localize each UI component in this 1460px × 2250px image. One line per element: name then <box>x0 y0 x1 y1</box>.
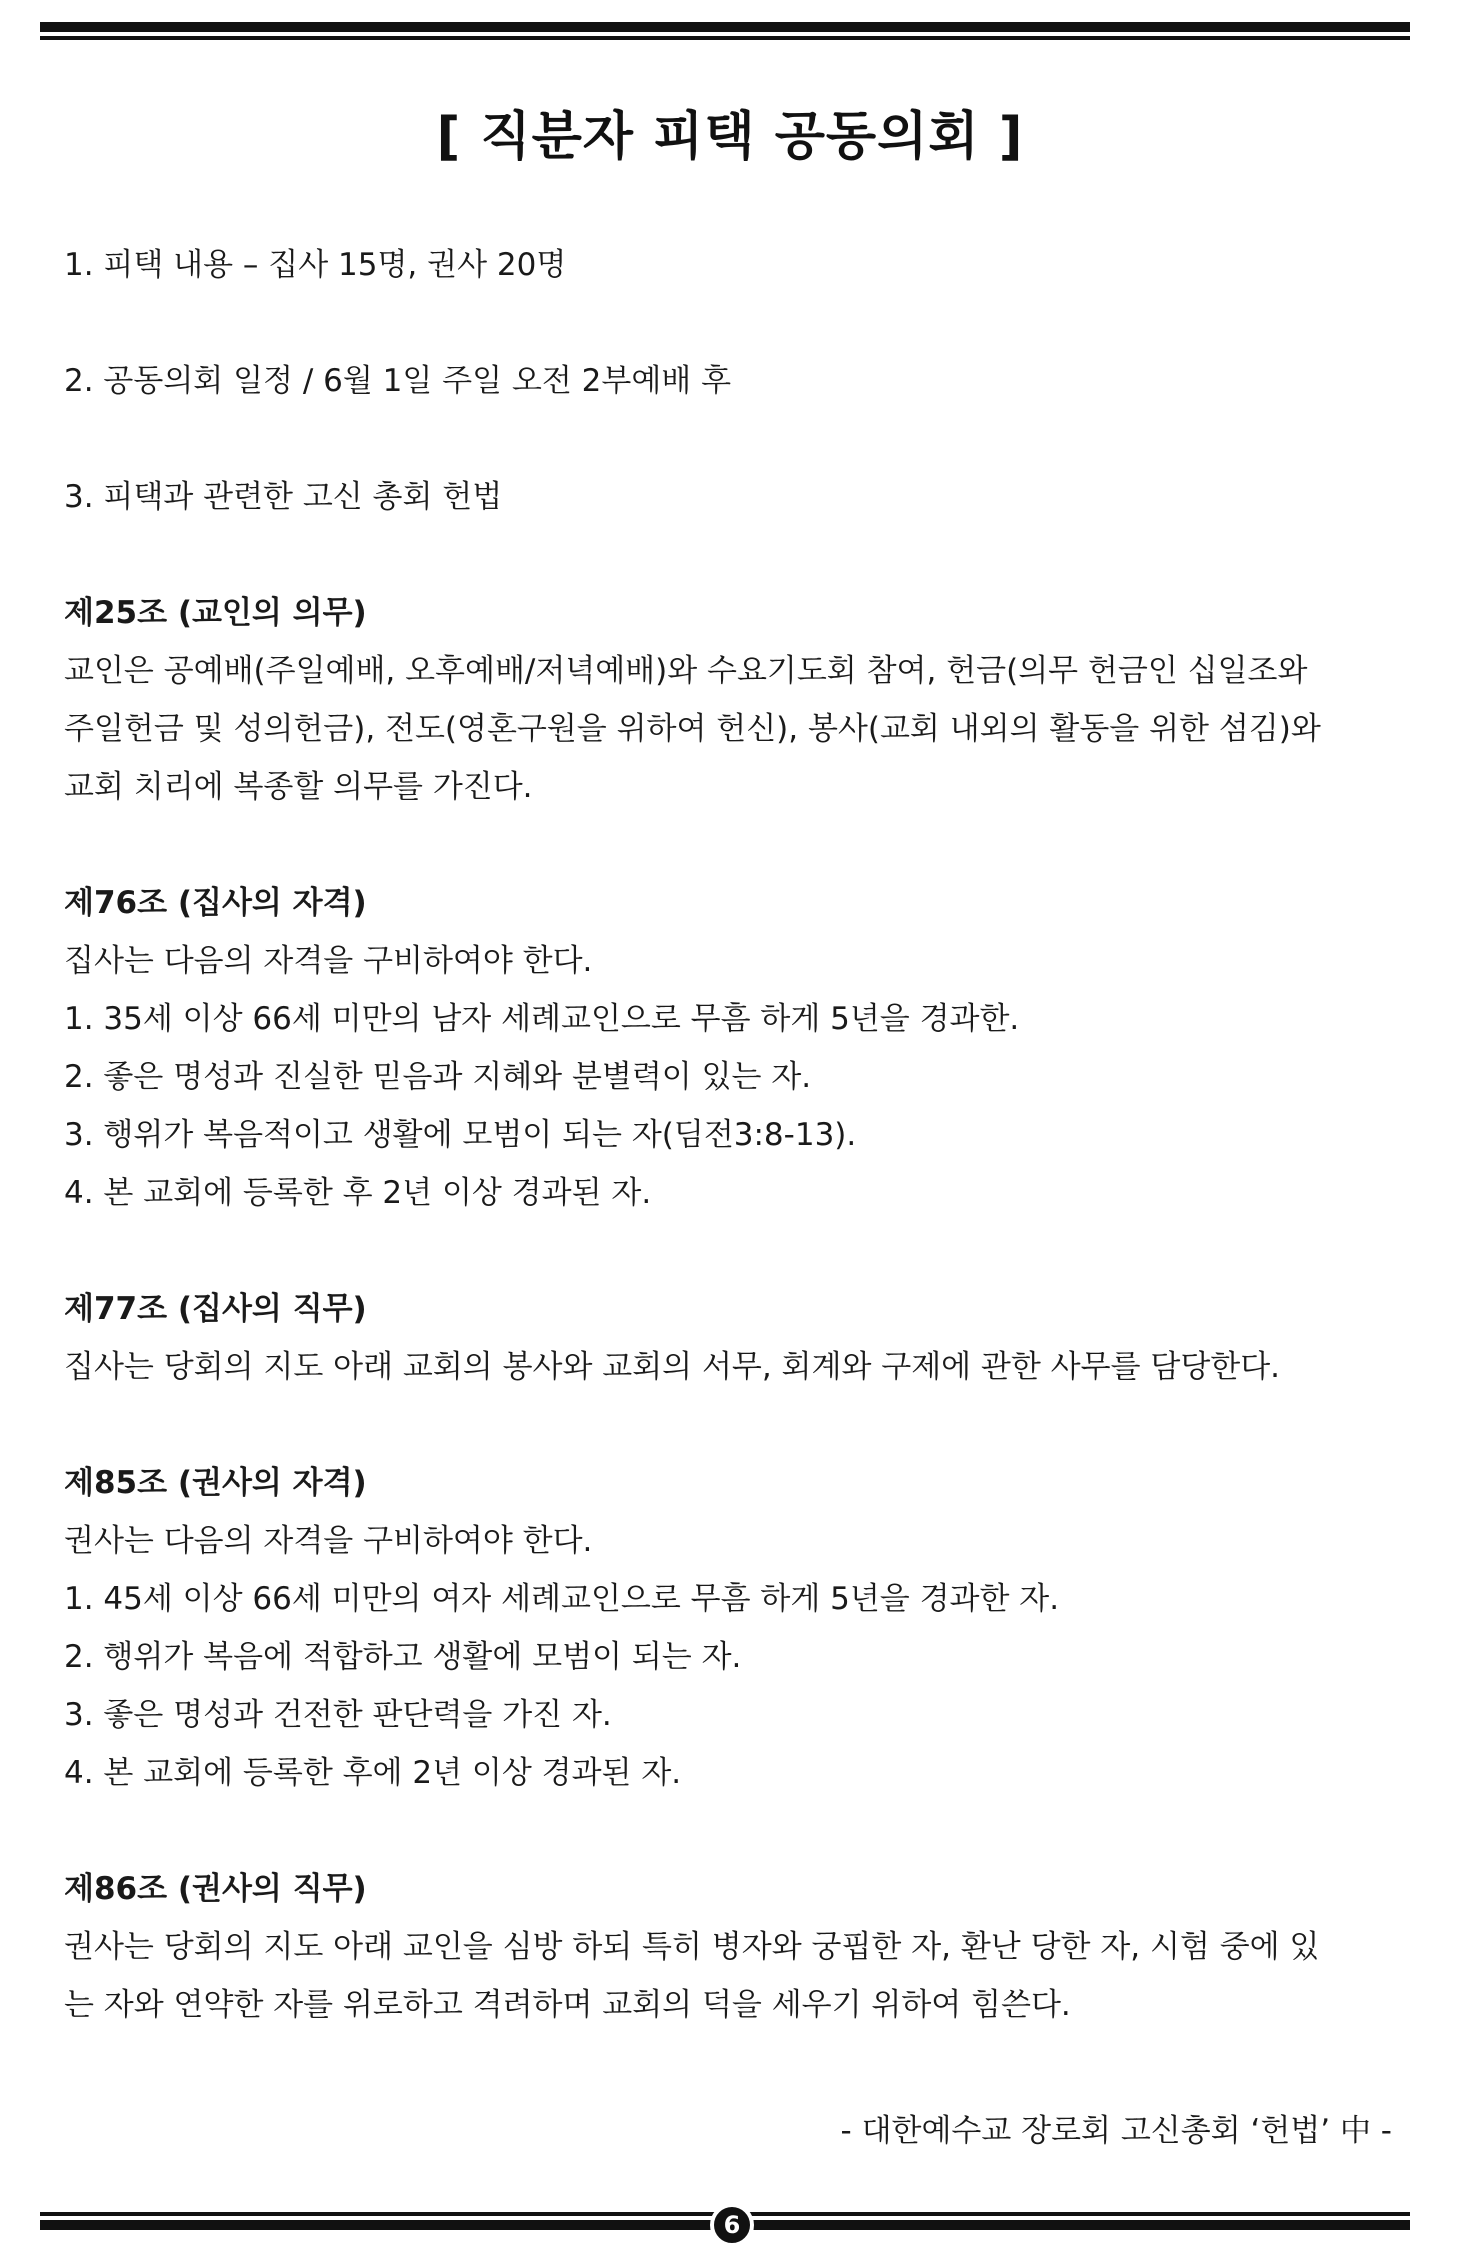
top-double-rule <box>40 22 1410 42</box>
intro-item-2: 2. 공동의회 일정 / 6월 1일 주일 오전 2부예배 후 <box>64 363 732 399</box>
article-heading: 제86조 (권사의 직무) <box>64 1871 367 1907</box>
page-title: [ 직분자 피택 공동의회 ] <box>436 107 1024 167</box>
article-line: 권사는 다음의 자격을 구비하여야 한다. <box>64 1523 593 1559</box>
article-heading: 제77조 (집사의 직무) <box>64 1291 367 1327</box>
top-rule-thin <box>40 36 1410 40</box>
top-rule-thick <box>40 22 1410 32</box>
article-line: 집사는 다음의 자격을 구비하여야 한다. <box>64 943 593 979</box>
article-line: 2. 좋은 명성과 진실한 믿음과 지혜와 분별력이 있는 자. <box>64 1059 812 1095</box>
article-line: 2. 행위가 복음에 적합하고 생활에 모범이 되는 자. <box>64 1639 742 1675</box>
article-line: 주일헌금 및 성의헌금), 전도(영혼구원을 위하여 헌신), 봉사(교회 내외의 활동을 위한 섬김)와 <box>64 711 1321 747</box>
article-line: 는 자와 연약한 자를 위로하고 격려하며 교회의 덕을 세우기 위하여 힘쓴다. <box>64 1987 1071 2023</box>
article-line: 3. 좋은 명성과 건전한 판단력을 가진 자. <box>64 1697 612 1733</box>
article-line: 권사는 당회의 지도 아래 교인을 심방 하되 특히 병자와 궁핍한 자, 환난 당한 자, 시험 중에 있 <box>64 1929 1320 1965</box>
document-body <box>64 236 1404 2034</box>
article-line: 3. 행위가 복음적이고 생활에 모범이 되는 자(딤전3:8-13). <box>64 1117 857 1153</box>
article-77 <box>64 1280 1404 1396</box>
article-heading: 제25조 (교인의 의무) <box>64 595 367 631</box>
article-line: 1. 35세 이상 66세 미만의 남자 세례교인으로 무흠 하게 5년을 경과한. <box>64 1001 1020 1037</box>
article-76 <box>64 874 1404 1222</box>
article-line: 1. 45세 이상 66세 미만의 여자 세례교인으로 무흠 하게 5년을 경과한 자. <box>64 1581 1060 1617</box>
article-25 <box>64 584 1404 816</box>
article-line: 교회 치리에 복종할 의무를 가진다. <box>64 769 533 805</box>
article-heading: 제76조 (집사의 자격) <box>64 885 367 921</box>
article-line: 집사는 당회의 지도 아래 교회의 봉사와 교회의 서무, 회계와 구제에 관한 사무를 담당한다. <box>64 1349 1281 1385</box>
intro-item-3: 3. 피택과 관련한 고신 총회 헌법 <box>64 479 503 515</box>
source-citation: - 대한예수교 장로회 고신총회 ‘헌법’ 中 - <box>840 2113 1392 2149</box>
article-85 <box>64 1454 1404 1802</box>
page-number-badge: 6 <box>710 2203 754 2247</box>
article-line: 4. 본 교회에 등록한 후에 2년 이상 경과된 자. <box>64 1755 682 1791</box>
article-heading: 제85조 (권사의 자격) <box>64 1465 367 1501</box>
article-line: 교인은 공예배(주일예배, 오후예배/저녁예배)와 수요기도회 참여, 헌금(의무 헌금인 십일조와 <box>64 653 1308 689</box>
article-line: 4. 본 교회에 등록한 후 2년 이상 경과된 자. <box>64 1175 652 1211</box>
intro-item-1: 1. 피택 내용 – 집사 15명, 권사 20명 <box>64 247 567 283</box>
article-86 <box>64 1860 1404 2034</box>
